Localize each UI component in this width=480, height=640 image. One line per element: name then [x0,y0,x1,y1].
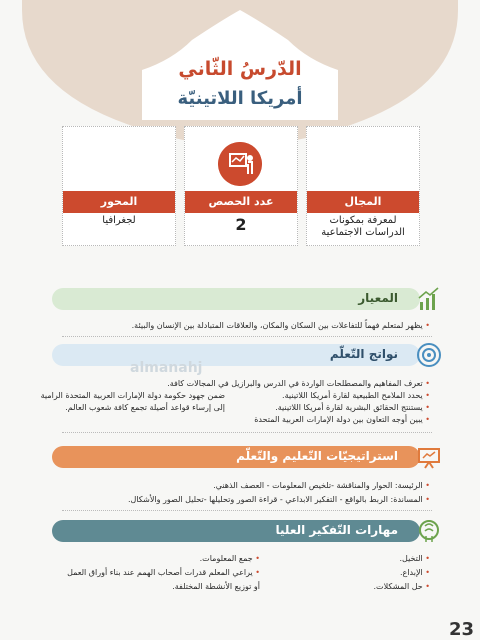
outcome-item-4: • يبين أوجه التعاون بين دولة الإمارات العربية المتحدة [254,415,430,424]
lesson-number: الدّرسُ الثّاني [178,58,302,80]
divider [62,432,432,433]
card-axis-value: لجغرافيا [102,215,136,226]
card-domain [306,126,420,246]
card-domain-value: لمعرفة بمكونات الدراسات الاجتماعية [321,215,405,238]
outcome-extra-2: إلى إرساء قواعد أصيلة تجمع كافة شعوب العالم. [65,403,225,412]
thinking-bar [52,520,420,542]
thinking-right-2: • الإبداع. [399,568,430,577]
thinking-right-1: • التخيل. [399,554,430,563]
page-number: 23 [448,619,474,640]
divider [62,510,432,511]
strategy-item-2: • المساندة: الربط بالواقع - التفكير الابداعي - قراءة الصور وتحليلها -تحليل الصور والأشكال. [127,495,430,504]
outcome-item-2: • يحدد الملامح الطبيعية لقارة أمريكا اللاتينية. [282,391,430,400]
standard-item: • يظهر لمتعلم فهماً للتفاعلات بين السكان والمكان، والعلاقات المتبادلة بين الإنسان والبيئة. [131,321,430,330]
divider [62,336,432,337]
whiteboard-icon [416,444,442,470]
strategies-bar [52,446,420,468]
outcome-item-1: • تعرف المفاهيم والمصطلحات الواردة في الدرس والبرازيل في المجالات كافة. [167,379,430,388]
thinking-left-1: • جمع المعلومات. [199,554,260,563]
card-periods-value: 2 [235,215,247,234]
strategies-title: استراتيجيّات التّعليم والتّعلّم [236,449,398,463]
card-domain-label: المجال [307,191,419,213]
standard-bar [52,288,420,310]
card-periods-label: عدد الحصص [185,191,297,213]
card-axis [62,126,176,246]
thinking-title: مهارات التّفكير العليا [275,523,398,537]
strategy-item-1: • الرئيسة: الحوار والمناقشة -تلخيص المعلومات - العصف الذهني. [213,481,430,490]
thinking-right-3: • حل المشكلات. [373,582,430,591]
outcomes-title: نواتج التّعلّم [329,347,398,361]
thinking-left-2: • يراعي المعلم قدرات أصحاب الهمم عند بناء أوراق العمل [67,568,260,577]
thinking-left-3: أو توزيع الأنشطة المختلفة. [172,582,260,591]
target-icon [416,342,442,368]
standard-title: المعيار [358,291,398,305]
brain-icon [416,518,442,544]
outcomes-bar [52,344,420,366]
card-axis-label: المحور [63,191,175,213]
watermark: almanahj [130,360,203,376]
growth-chart-icon [416,286,442,312]
presentation-icon [218,142,262,186]
outcome-item-3: • يستنتج الحقائق البشرية لقارة أمريكا اللاتينية. [275,403,430,412]
outcome-extra-1: ضمن جهود حكومة دولة الإمارات العربية المتحدة الرامية [40,391,225,400]
lesson-title: أمريكا اللاتينيّة [177,88,303,109]
